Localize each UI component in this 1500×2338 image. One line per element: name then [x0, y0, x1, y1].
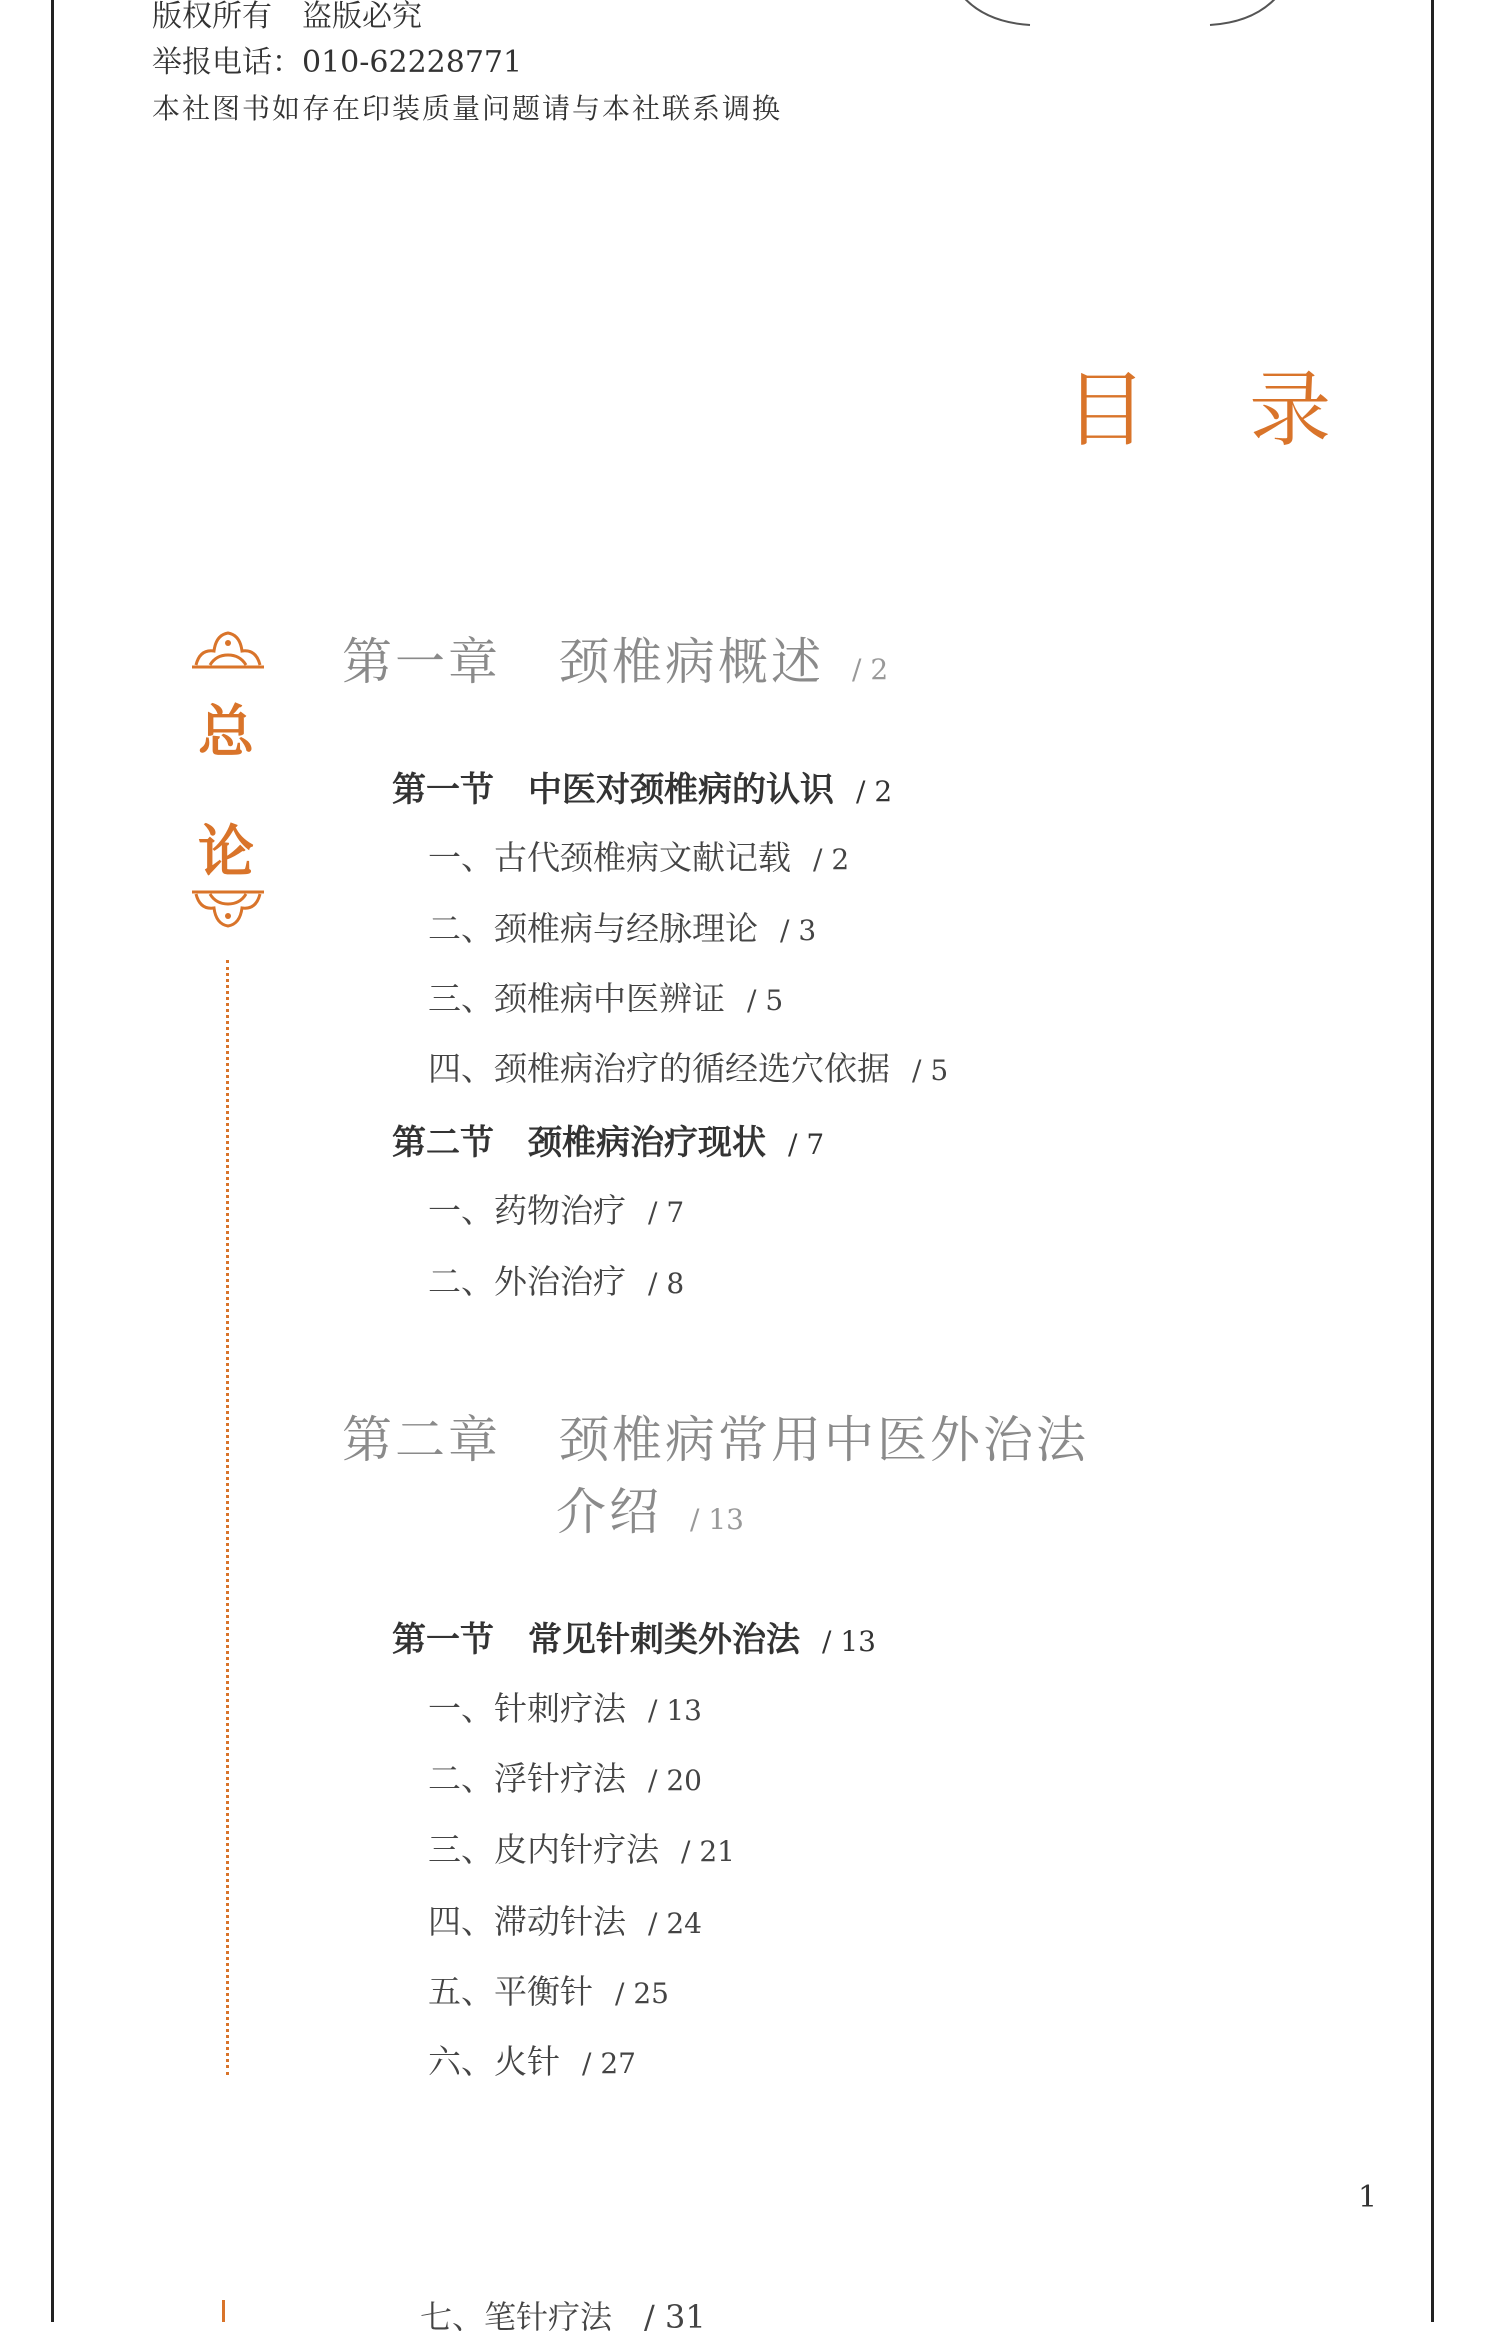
toc-item[interactable] — [428, 973, 783, 1020]
cloud-ornament-icon — [190, 627, 266, 671]
page-ref: / 3 — [780, 914, 817, 947]
page-ref: / 5 — [747, 984, 784, 1017]
chapter-1-heading[interactable] — [342, 622, 888, 694]
chapter-number: 第一章 — [342, 633, 501, 691]
chapter-1-section-2[interactable] — [392, 1115, 824, 1164]
toc-item[interactable] — [428, 1185, 684, 1232]
next-page-item-partial: 七、笔针疗法 / 31 — [420, 2298, 706, 2336]
page-border-left — [51, 0, 54, 2322]
page-ref: / 13 — [648, 1694, 702, 1727]
chapter-title-line1: 颈椎病常用中医外治法 — [559, 1411, 1089, 1469]
page-ref: / 20 — [648, 1764, 702, 1797]
toc-item[interactable] — [428, 1896, 702, 1943]
chapter-2-heading-continued[interactable] — [556, 1472, 744, 1544]
chapter-2-heading[interactable] — [342, 1400, 1089, 1472]
toc-item-text: 二、外治治疗 — [428, 1262, 626, 1301]
toc-item-text: 四、滞动针法 — [428, 1902, 626, 1941]
section-number: 第一节 — [392, 770, 494, 810]
toc-item[interactable] — [428, 1043, 948, 1090]
dotted-divider — [226, 960, 229, 2075]
toc-title: 目 录 — [1065, 363, 1370, 458]
next-page-divider — [222, 2300, 225, 2322]
chapter-number: 第二章 — [342, 1411, 501, 1469]
chapter-title-line2: 介绍 — [556, 1483, 662, 1541]
page-number: 1 — [1358, 2180, 1378, 2215]
toc-item-text: 一、针刺疗法 — [428, 1689, 626, 1728]
page-ref: / 2 — [856, 775, 893, 808]
toc-item-text: 一、药物治疗 — [428, 1191, 626, 1230]
page-ref: / 7 — [788, 1128, 825, 1161]
toc-item-text: 五、平衡针 — [428, 1972, 593, 2011]
chapter-2-section-1[interactable] — [392, 1612, 876, 1661]
toc-item[interactable] — [428, 1966, 669, 2013]
page-ref: / 13 — [690, 1503, 744, 1536]
top-arc-ornament — [920, 0, 1320, 30]
copyright-line: 版权所有 盗版必究 — [152, 0, 422, 34]
toc-item-text: 一、古代颈椎病文献记载 — [428, 838, 791, 877]
page-ref: / 24 — [648, 1907, 702, 1940]
chapter-1-section-1[interactable] — [392, 762, 892, 811]
page-ref: / 27 — [582, 2047, 636, 2080]
toc-item-text: 四、颈椎病治疗的循经选穴依据 — [428, 1049, 890, 1088]
toc-item[interactable] — [428, 1753, 702, 1800]
side-label-lun: 论 — [198, 819, 254, 885]
copyright-block — [152, 0, 782, 132]
toc-item-text: 三、颈椎病中医辨证 — [428, 979, 725, 1018]
section-title: 常见针刺类外治法 — [528, 1620, 800, 1660]
page-ref: / 2 — [813, 843, 850, 876]
page-ref: / 21 — [681, 1835, 735, 1868]
toc-item[interactable] — [428, 1824, 735, 1871]
quality-notice-line: 本社图书如存在印装质量问题请与本社联系调换 — [152, 92, 783, 125]
page-ref: / 2 — [852, 653, 889, 686]
toc-item[interactable] — [428, 1256, 684, 1303]
section-number: 第二节 — [392, 1123, 494, 1163]
page-border-right — [1431, 0, 1434, 2322]
toc-item[interactable] — [428, 903, 816, 950]
page-ref: / 25 — [615, 1977, 669, 2010]
report-phone-line: 举报电话：010-62228771 — [152, 45, 523, 80]
toc-item-text: 二、颈椎病与经脉理论 — [428, 909, 758, 948]
section-title: 颈椎病治疗现状 — [528, 1123, 766, 1163]
page-ref: / 13 — [822, 1625, 876, 1658]
page-ref: / 5 — [912, 1054, 949, 1087]
side-label-zong: 总 — [198, 699, 254, 765]
toc-item-text: 六、火针 — [428, 2042, 560, 2081]
toc-item-text: 二、浮针疗法 — [428, 1759, 626, 1798]
chapter-title: 颈椎病概述 — [559, 633, 824, 691]
toc-item[interactable] — [428, 1683, 702, 1730]
page-ref: / 7 — [648, 1196, 685, 1229]
section-title: 中医对颈椎病的认识 — [528, 770, 834, 810]
section-number: 第一节 — [392, 1620, 494, 1660]
page-ref: / 8 — [648, 1267, 685, 1300]
toc-item[interactable] — [428, 832, 849, 879]
toc-item-text: 三、皮内针疗法 — [428, 1830, 659, 1869]
toc-item[interactable] — [428, 2036, 636, 2083]
cloud-ornament-icon — [190, 888, 266, 932]
